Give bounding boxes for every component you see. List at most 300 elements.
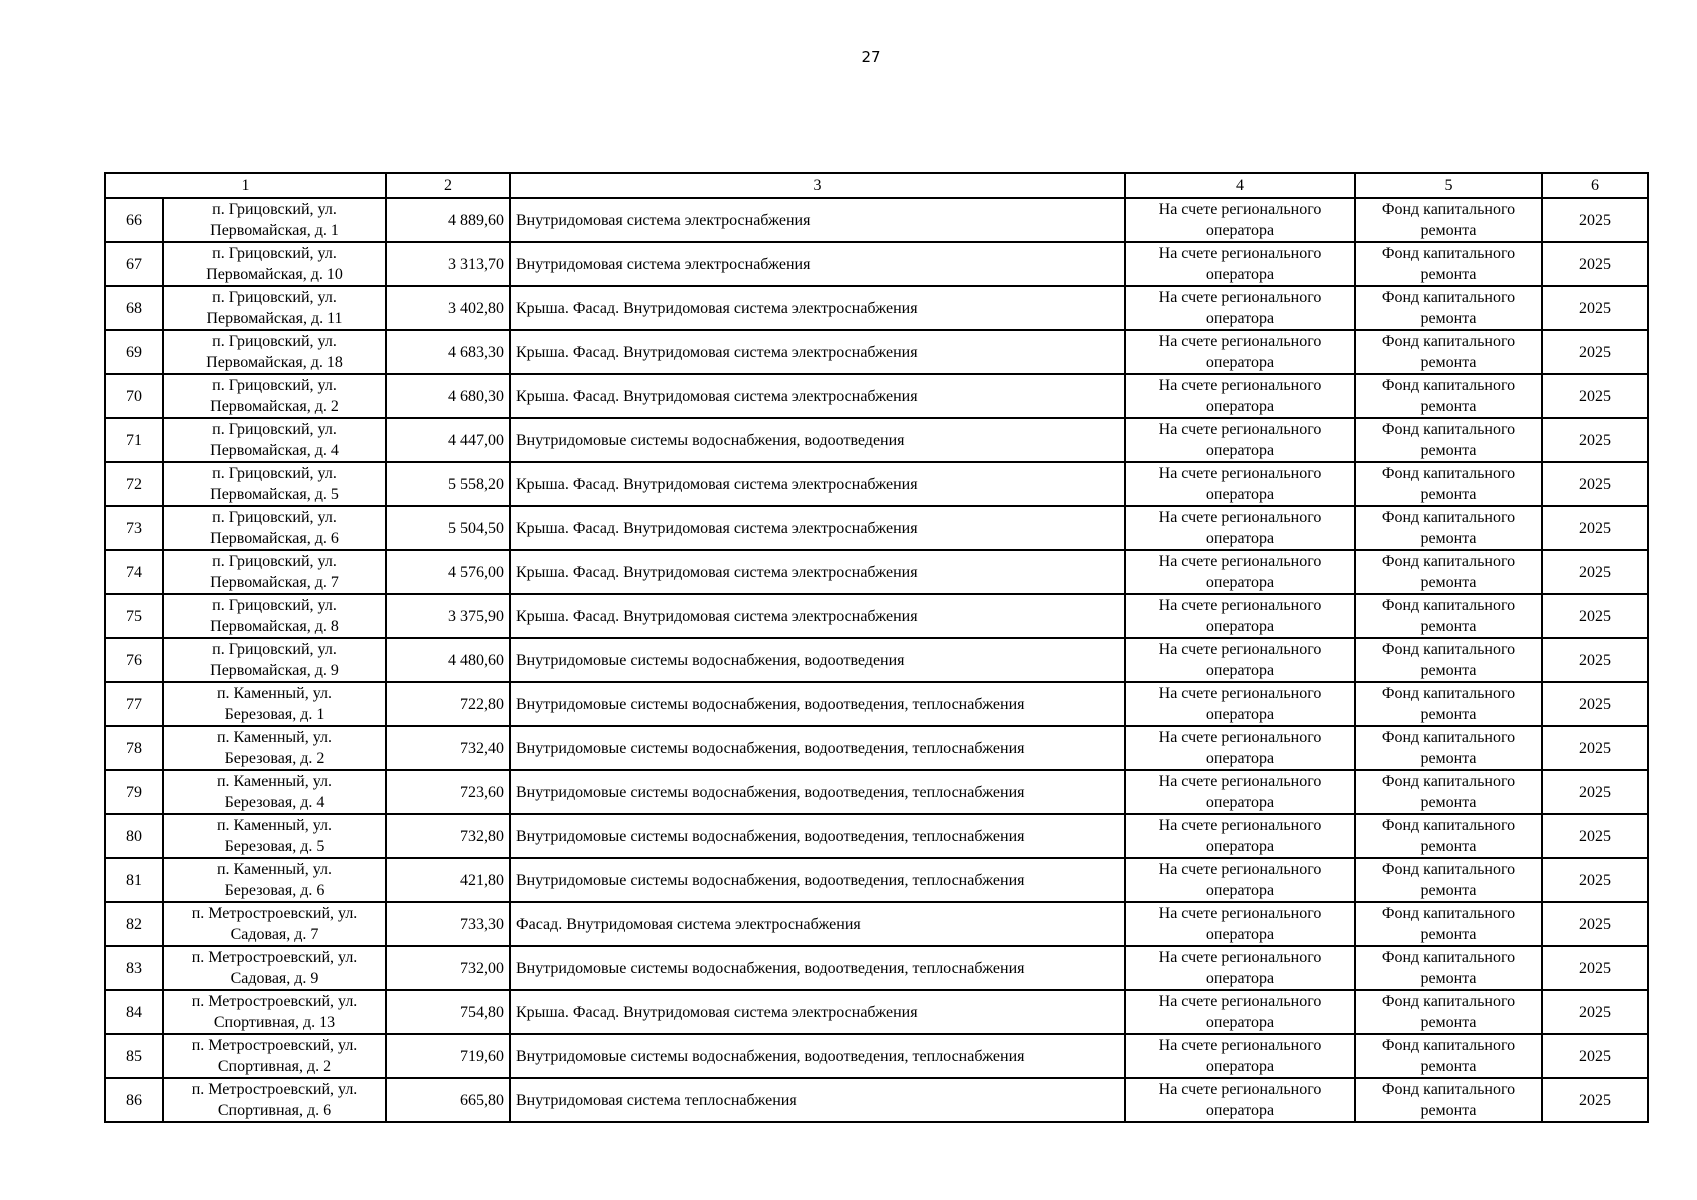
address-cell <box>163 990 386 1034</box>
area-cell: 4 480,60 <box>386 638 510 682</box>
fund-source-line-1: На счете регионального <box>1158 993 1322 1010</box>
work-type-cell: Внутридомовые системы водоснабжения, водоотведения, теплоснабжения <box>510 858 1125 902</box>
work-type-cell: Внутридомовая система теплоснабжения <box>510 1078 1125 1122</box>
work-type-cell: Крыша. Фасад. Внутридомовая система электроснабжения <box>510 550 1125 594</box>
area-cell: 665,80 <box>386 1078 510 1122</box>
fund-line-2: ремонта <box>1420 1014 1477 1031</box>
address-line-1: п. Метростроевский, ул. <box>191 949 358 966</box>
fund-source-line-2: оператора <box>1205 1102 1275 1119</box>
row-number: 69 <box>105 330 163 374</box>
fund-source-cell <box>1125 418 1355 462</box>
year-cell: 2025 <box>1542 814 1648 858</box>
fund-source-cell <box>1125 374 1355 418</box>
fund-line-2: ремонта <box>1420 354 1477 371</box>
fund-source-cell <box>1125 902 1355 946</box>
fund-line-2: ремонта <box>1420 266 1477 283</box>
work-type-cell: Фасад. Внутридомовая система электроснабжения <box>510 902 1125 946</box>
row-number: 78 <box>105 726 163 770</box>
fund-line-1: Фонд капитального <box>1381 553 1516 570</box>
year-cell: 2025 <box>1542 418 1648 462</box>
area-cell: 732,00 <box>386 946 510 990</box>
fund-cell <box>1355 198 1542 242</box>
fund-source-line-2: оператора <box>1205 354 1275 371</box>
fund-source-line-1: На счете регионального <box>1158 817 1322 834</box>
year-cell: 2025 <box>1542 374 1648 418</box>
fund-line-1: Фонд капитального <box>1381 465 1516 482</box>
table-row <box>105 374 1648 418</box>
fund-source-cell <box>1125 682 1355 726</box>
fund-source-line-1: На счете регионального <box>1158 377 1322 394</box>
area-cell: 732,80 <box>386 814 510 858</box>
address-line-1: п. Метростроевский, ул. <box>191 1081 358 1098</box>
column-header-3: 3 <box>510 173 1125 198</box>
address-cell <box>163 1034 386 1078</box>
fund-line-2: ремонта <box>1420 750 1477 767</box>
fund-source-line-2: оператора <box>1205 750 1275 767</box>
address-line-1: п. Грицовский, ул. <box>212 597 337 614</box>
fund-cell <box>1355 990 1542 1034</box>
fund-source-line-2: оператора <box>1205 838 1275 855</box>
column-number-row <box>105 173 1648 198</box>
fund-source-line-1: На счете регионального <box>1158 465 1322 482</box>
address-line-1: п. Грицовский, ул. <box>212 333 337 350</box>
fund-source-line-2: оператора <box>1205 926 1275 943</box>
work-type-cell: Внутридомовые системы водоснабжения, водоотведения <box>510 638 1125 682</box>
work-type-cell: Крыша. Фасад. Внутридомовая система электроснабжения <box>510 330 1125 374</box>
fund-cell <box>1355 550 1542 594</box>
address-line-1: п. Грицовский, ул. <box>212 245 337 262</box>
area-cell: 3 313,70 <box>386 242 510 286</box>
fund-line-2: ремонта <box>1420 618 1477 635</box>
row-number: 77 <box>105 682 163 726</box>
area-cell: 732,40 <box>386 726 510 770</box>
column-header-5: 5 <box>1355 173 1542 198</box>
area-cell: 5 504,50 <box>386 506 510 550</box>
table-row <box>105 418 1648 462</box>
table-row <box>105 506 1648 550</box>
address-cell <box>163 242 386 286</box>
fund-source-cell <box>1125 198 1355 242</box>
row-number: 67 <box>105 242 163 286</box>
year-cell: 2025 <box>1542 550 1648 594</box>
fund-cell <box>1355 374 1542 418</box>
fund-source-cell <box>1125 330 1355 374</box>
table-row <box>105 330 1648 374</box>
address-line-2: Первомайская, д. 1 <box>210 222 339 239</box>
table-row <box>105 198 1648 242</box>
address-line-2: Березовая, д. 6 <box>224 882 325 899</box>
table-row <box>105 242 1648 286</box>
fund-line-1: Фонд капитального <box>1381 729 1516 746</box>
fund-source-line-1: На счете регионального <box>1158 597 1322 614</box>
row-number: 66 <box>105 198 163 242</box>
address-cell <box>163 374 386 418</box>
table-row <box>105 682 1648 726</box>
fund-source-cell <box>1125 814 1355 858</box>
year-cell: 2025 <box>1542 198 1648 242</box>
area-cell: 719,60 <box>386 1034 510 1078</box>
fund-line-2: ремонта <box>1420 706 1477 723</box>
address-line-1: п. Грицовский, ул. <box>212 465 337 482</box>
address-line-1: п. Каменный, ул. <box>216 729 333 746</box>
fund-line-2: ремонта <box>1420 530 1477 547</box>
work-type-cell: Внутридомовые системы водоснабжения, водоотведения <box>510 418 1125 462</box>
work-type-cell: Внутридомовые системы водоснабжения, водоотведения, теплоснабжения <box>510 770 1125 814</box>
address-cell <box>163 902 386 946</box>
year-cell: 2025 <box>1542 638 1648 682</box>
address-line-1: п. Грицовский, ул. <box>212 553 337 570</box>
row-number: 76 <box>105 638 163 682</box>
fund-line-1: Фонд капитального <box>1381 509 1516 526</box>
address-line-2: Спортивная, д. 13 <box>213 1014 336 1031</box>
row-number: 75 <box>105 594 163 638</box>
address-line-2: Спортивная, д. 6 <box>217 1102 332 1119</box>
area-cell: 4 576,00 <box>386 550 510 594</box>
address-line-2: Первомайская, д. 4 <box>210 442 339 459</box>
address-line-2: Первомайская, д. 11 <box>206 310 343 327</box>
fund-line-2: ремонта <box>1420 222 1477 239</box>
fund-source-cell <box>1125 946 1355 990</box>
work-type-cell: Внутридомовые системы водоснабжения, водоотведения, теплоснабжения <box>510 726 1125 770</box>
address-line-2: Садовая, д. 7 <box>230 926 319 943</box>
address-line-2: Первомайская, д. 8 <box>210 618 339 635</box>
address-line-2: Березовая, д. 2 <box>224 750 325 767</box>
area-cell: 4 889,60 <box>386 198 510 242</box>
address-line-2: Березовая, д. 1 <box>224 706 325 723</box>
row-number: 82 <box>105 902 163 946</box>
table-row <box>105 726 1648 770</box>
fund-source-line-2: оператора <box>1205 706 1275 723</box>
fund-line-1: Фонд капитального <box>1381 597 1516 614</box>
fund-line-1: Фонд капитального <box>1381 1081 1516 1098</box>
capital-repair-table <box>104 172 1649 1123</box>
fund-source-line-1: На счете регионального <box>1158 201 1322 218</box>
address-cell <box>163 1078 386 1122</box>
fund-source-line-1: На счете регионального <box>1158 245 1322 262</box>
fund-line-1: Фонд капитального <box>1381 685 1516 702</box>
area-cell: 5 558,20 <box>386 462 510 506</box>
fund-cell <box>1355 814 1542 858</box>
table-row <box>105 1034 1648 1078</box>
address-cell <box>163 198 386 242</box>
table-row <box>105 858 1648 902</box>
area-cell: 733,30 <box>386 902 510 946</box>
address-line-1: п. Каменный, ул. <box>216 861 333 878</box>
fund-source-line-1: На счете регионального <box>1158 685 1322 702</box>
year-cell: 2025 <box>1542 682 1648 726</box>
table-row <box>105 946 1648 990</box>
address-cell <box>163 814 386 858</box>
fund-line-2: ремонта <box>1420 794 1477 811</box>
fund-line-2: ремонта <box>1420 882 1477 899</box>
fund-source-line-2: оператора <box>1205 222 1275 239</box>
fund-cell <box>1355 638 1542 682</box>
fund-source-line-2: оператора <box>1205 1014 1275 1031</box>
address-line-2: Березовая, д. 5 <box>224 838 325 855</box>
fund-cell <box>1355 770 1542 814</box>
table-row <box>105 814 1648 858</box>
fund-source-line-2: оператора <box>1205 794 1275 811</box>
row-number: 74 <box>105 550 163 594</box>
address-cell <box>163 726 386 770</box>
row-number: 73 <box>105 506 163 550</box>
fund-source-line-1: На счете регионального <box>1158 553 1322 570</box>
area-cell: 4 683,30 <box>386 330 510 374</box>
fund-line-2: ремонта <box>1420 662 1477 679</box>
fund-source-line-2: оператора <box>1205 1058 1275 1075</box>
fund-source-line-2: оператора <box>1205 618 1275 635</box>
address-line-1: п. Грицовский, ул. <box>212 641 337 658</box>
table-row <box>105 770 1648 814</box>
fund-source-cell <box>1125 462 1355 506</box>
fund-line-1: Фонд капитального <box>1381 993 1516 1010</box>
fund-source-line-1: На счете регионального <box>1158 509 1322 526</box>
fund-source-line-1: На счете регионального <box>1158 333 1322 350</box>
page-number: 27 <box>861 48 881 66</box>
year-cell: 2025 <box>1542 506 1648 550</box>
year-cell: 2025 <box>1542 858 1648 902</box>
area-cell: 421,80 <box>386 858 510 902</box>
address-line-1: п. Грицовский, ул. <box>212 509 337 526</box>
address-cell <box>163 506 386 550</box>
fund-line-2: ремонта <box>1420 398 1477 415</box>
table-row <box>105 638 1648 682</box>
table-row <box>105 1078 1648 1122</box>
column-header-4: 4 <box>1125 173 1355 198</box>
fund-source-cell <box>1125 990 1355 1034</box>
address-line-1: п. Метростроевский, ул. <box>191 993 358 1010</box>
fund-line-1: Фонд капитального <box>1381 817 1516 834</box>
work-type-cell: Крыша. Фасад. Внутридомовая система электроснабжения <box>510 990 1125 1034</box>
address-cell <box>163 682 386 726</box>
fund-source-line-1: На счете регионального <box>1158 641 1322 658</box>
column-header-1: 1 <box>105 173 386 198</box>
fund-line-1: Фонд капитального <box>1381 289 1516 306</box>
table-row <box>105 594 1648 638</box>
work-type-cell: Крыша. Фасад. Внутридомовая система электроснабжения <box>510 506 1125 550</box>
year-cell: 2025 <box>1542 242 1648 286</box>
fund-source-cell <box>1125 726 1355 770</box>
year-cell: 2025 <box>1542 990 1648 1034</box>
row-number: 80 <box>105 814 163 858</box>
fund-line-2: ремонта <box>1420 574 1477 591</box>
work-type-cell: Внутридомовые системы водоснабжения, водоотведения, теплоснабжения <box>510 946 1125 990</box>
address-line-1: п. Каменный, ул. <box>216 773 333 790</box>
address-line-2: Первомайская, д. 9 <box>210 662 339 679</box>
fund-line-2: ремонта <box>1420 838 1477 855</box>
work-type-cell: Крыша. Фасад. Внутридомовая система электроснабжения <box>510 374 1125 418</box>
fund-line-1: Фонд капитального <box>1381 421 1516 438</box>
work-type-cell: Внутридомовые системы водоснабжения, водоотведения, теплоснабжения <box>510 814 1125 858</box>
address-cell <box>163 858 386 902</box>
table-row <box>105 990 1648 1034</box>
address-cell <box>163 286 386 330</box>
fund-source-line-1: На счете регионального <box>1158 729 1322 746</box>
address-line-1: п. Грицовский, ул. <box>212 421 337 438</box>
year-cell: 2025 <box>1542 902 1648 946</box>
fund-line-1: Фонд капитального <box>1381 333 1516 350</box>
fund-source-cell <box>1125 506 1355 550</box>
year-cell: 2025 <box>1542 286 1648 330</box>
area-cell: 4 680,30 <box>386 374 510 418</box>
fund-cell <box>1355 594 1542 638</box>
address-line-2: Садовая, д. 9 <box>230 970 319 987</box>
area-cell: 4 447,00 <box>386 418 510 462</box>
work-type-cell: Внутридомовая система электроснабжения <box>510 242 1125 286</box>
column-header-6: 6 <box>1542 173 1648 198</box>
address-cell <box>163 550 386 594</box>
row-number: 70 <box>105 374 163 418</box>
area-cell: 754,80 <box>386 990 510 1034</box>
address-line-1: п. Метростроевский, ул. <box>191 905 358 922</box>
fund-source-line-2: оператора <box>1205 310 1275 327</box>
row-number: 85 <box>105 1034 163 1078</box>
fund-source-line-1: На счете регионального <box>1158 861 1322 878</box>
address-cell <box>163 770 386 814</box>
fund-source-cell <box>1125 1078 1355 1122</box>
year-cell: 2025 <box>1542 594 1648 638</box>
work-type-cell: Крыша. Фасад. Внутридомовая система электроснабжения <box>510 286 1125 330</box>
address-line-2: Первомайская, д. 2 <box>210 398 339 415</box>
fund-line-2: ремонта <box>1420 442 1477 459</box>
fund-cell <box>1355 242 1542 286</box>
year-cell: 2025 <box>1542 1034 1648 1078</box>
fund-line-2: ремонта <box>1420 1058 1477 1075</box>
year-cell: 2025 <box>1542 330 1648 374</box>
column-header-2: 2 <box>386 173 510 198</box>
fund-source-line-2: оператора <box>1205 970 1275 987</box>
year-cell: 2025 <box>1542 1078 1648 1122</box>
fund-cell <box>1355 726 1542 770</box>
fund-line-1: Фонд капитального <box>1381 861 1516 878</box>
fund-line-1: Фонд капитального <box>1381 949 1516 966</box>
fund-line-2: ремонта <box>1420 310 1477 327</box>
address-line-1: п. Каменный, ул. <box>216 685 333 702</box>
fund-source-cell <box>1125 242 1355 286</box>
fund-line-2: ремонта <box>1420 1102 1477 1119</box>
fund-line-2: ремонта <box>1420 926 1477 943</box>
fund-cell <box>1355 462 1542 506</box>
address-cell <box>163 418 386 462</box>
area-cell: 722,80 <box>386 682 510 726</box>
address-cell <box>163 946 386 990</box>
fund-source-cell <box>1125 550 1355 594</box>
fund-source-line-1: На счете регионального <box>1158 949 1322 966</box>
fund-source-line-2: оператора <box>1205 442 1275 459</box>
address-line-2: Березовая, д. 4 <box>224 794 325 811</box>
fund-line-1: Фонд капитального <box>1381 905 1516 922</box>
address-cell <box>163 638 386 682</box>
fund-line-1: Фонд капитального <box>1381 377 1516 394</box>
fund-source-cell <box>1125 770 1355 814</box>
work-type-cell: Внутридомовая система электроснабжения <box>510 198 1125 242</box>
year-cell: 2025 <box>1542 946 1648 990</box>
work-type-cell: Внутридомовые системы водоснабжения, водоотведения, теплоснабжения <box>510 1034 1125 1078</box>
fund-source-cell <box>1125 1034 1355 1078</box>
fund-cell <box>1355 330 1542 374</box>
table-row <box>105 902 1648 946</box>
area-cell: 3 375,90 <box>386 594 510 638</box>
row-number: 84 <box>105 990 163 1034</box>
address-line-1: п. Грицовский, ул. <box>212 289 337 306</box>
row-number: 72 <box>105 462 163 506</box>
area-cell: 723,60 <box>386 770 510 814</box>
fund-line-2: ремонта <box>1420 970 1477 987</box>
fund-cell <box>1355 858 1542 902</box>
fund-cell <box>1355 1034 1542 1078</box>
fund-line-1: Фонд капитального <box>1381 201 1516 218</box>
fund-source-line-2: оператора <box>1205 882 1275 899</box>
table-row <box>105 550 1648 594</box>
fund-source-line-2: оператора <box>1205 486 1275 503</box>
fund-source-cell <box>1125 594 1355 638</box>
address-line-1: п. Грицовский, ул. <box>212 201 337 218</box>
fund-cell <box>1355 286 1542 330</box>
fund-line-2: ремонта <box>1420 486 1477 503</box>
table-row <box>105 462 1648 506</box>
address-cell <box>163 594 386 638</box>
fund-source-line-1: На счете регионального <box>1158 289 1322 306</box>
work-type-cell: Крыша. Фасад. Внутридомовая система электроснабжения <box>510 462 1125 506</box>
fund-source-line-1: На счете регионального <box>1158 1037 1322 1054</box>
address-cell <box>163 330 386 374</box>
fund-source-line-1: На счете регионального <box>1158 421 1322 438</box>
address-line-1: п. Метростроевский, ул. <box>191 1037 358 1054</box>
row-number: 71 <box>105 418 163 462</box>
address-line-2: Спортивная, д. 2 <box>217 1058 332 1075</box>
fund-source-line-2: оператора <box>1205 574 1275 591</box>
address-line-2: Первомайская, д. 18 <box>206 354 343 371</box>
area-cell: 3 402,80 <box>386 286 510 330</box>
fund-cell <box>1355 418 1542 462</box>
address-line-1: п. Каменный, ул. <box>216 817 333 834</box>
address-line-2: Первомайская, д. 7 <box>210 574 339 591</box>
fund-cell <box>1355 1078 1542 1122</box>
row-number: 79 <box>105 770 163 814</box>
fund-source-line-2: оператора <box>1205 530 1275 547</box>
work-type-cell: Крыша. Фасад. Внутридомовая система электроснабжения <box>510 594 1125 638</box>
fund-source-line-1: На счете регионального <box>1158 905 1322 922</box>
address-cell <box>163 462 386 506</box>
fund-line-1: Фонд капитального <box>1381 641 1516 658</box>
fund-source-cell <box>1125 286 1355 330</box>
year-cell: 2025 <box>1542 462 1648 506</box>
address-line-1: п. Грицовский, ул. <box>212 377 337 394</box>
year-cell: 2025 <box>1542 770 1648 814</box>
fund-source-line-1: На счете регионального <box>1158 773 1322 790</box>
fund-cell <box>1355 682 1542 726</box>
work-type-cell: Внутридомовые системы водоснабжения, водоотведения, теплоснабжения <box>510 682 1125 726</box>
row-number: 86 <box>105 1078 163 1122</box>
fund-cell <box>1355 946 1542 990</box>
address-line-2: Первомайская, д. 6 <box>210 530 339 547</box>
row-number: 83 <box>105 946 163 990</box>
table-row <box>105 286 1648 330</box>
fund-cell <box>1355 902 1542 946</box>
fund-line-1: Фонд капитального <box>1381 245 1516 262</box>
fund-cell <box>1355 506 1542 550</box>
fund-line-1: Фонд капитального <box>1381 773 1516 790</box>
fund-source-line-2: оператора <box>1205 266 1275 283</box>
fund-source-line-1: На счете регионального <box>1158 1081 1322 1098</box>
row-number: 81 <box>105 858 163 902</box>
fund-source-line-2: оператора <box>1205 662 1275 679</box>
fund-line-1: Фонд капитального <box>1381 1037 1516 1054</box>
row-number: 68 <box>105 286 163 330</box>
fund-source-cell <box>1125 638 1355 682</box>
address-line-2: Первомайская, д. 10 <box>206 266 343 283</box>
fund-source-cell <box>1125 858 1355 902</box>
